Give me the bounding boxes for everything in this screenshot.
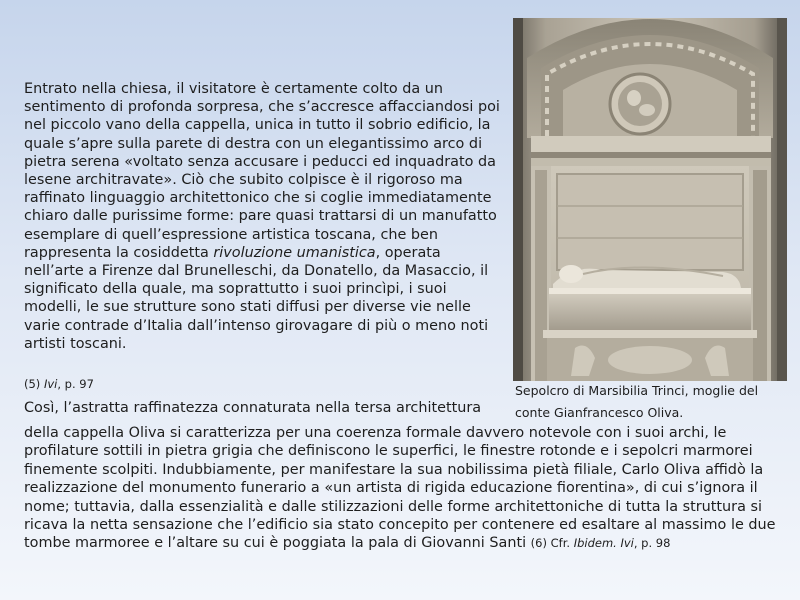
footnote-5-suffix: , p. 97	[57, 377, 94, 391]
footnote-5-prefix: (5)	[24, 377, 44, 391]
footnote-6-prefix: (6) Cfr.	[530, 536, 574, 551]
footnote-5-italic: Ivi	[43, 377, 58, 391]
footnote-6	[531, 536, 671, 550]
marble-tomb-photo-icon	[513, 18, 787, 381]
paragraph-2-text: della cappella Oliva si caratterizza per una coerenza formale davvero notevole con i suoi archi, le profilature sottili in pietra grigia che definiscono le superfici, le finestre rotonde e i sepolcri marmorei finemente scolpiti. Indubbiamente, per manifestare la sua nobilissima pietà filiale, Carlo Oliva affidò la realizzazione del monumento funerario a «un artista di rigida educazione fiorentina», di cui s’ignora il nome; tuttavia, dalla essenzialità e dalle stilizzazioni delle forme architettoniche di tutta la struttura si ricava la netta sensazione che l’edificio sia stato concepito per contenere ed esaltare al massimo le due tombe marmoree e l’altare su cui è poggiata la pala di Giovanni Santi	[24, 425, 776, 552]
figure-caption	[515, 380, 790, 424]
paragraph-1-text-b: , operata nell’arte a Firenze dal Brunelleschi, da Donatello, da Masaccio, il significato della quale, ma soprattutto i suoi princìpi, i suoi modelli, le sue strutture sono stati diffusi per diverse vie nelle varie contrade d’Italia dall’intenso girovagare di più o meno noti artisti toscani.	[24, 244, 489, 352]
caption-line-1: Sepolcro di Marsibilia Trinci, moglie del	[515, 383, 759, 398]
caption-line-2: conte Gianfrancesco Oliva.	[515, 405, 684, 420]
paragraph-1-italic: rivoluzione umanistica	[213, 244, 376, 261]
footnote-5	[24, 377, 94, 391]
paragraph-1-text-a: Entrato nella chiesa, il visitatore è certamente colto da un sentimento di profonda sorpresa, che s’accresce affacciandosi poi nel piccolo vano della cappella, unica in tutto il sobrio edificio, la quale s’apre sulla parete di destra con un elegantissimo arco di pietra serena «voltato senza accusare i peducci ed inquadrato da lesene architravate». Ciò che subito colpisce è il rigoroso ma raffinato linguaggio architettonico che si coglie immediatamente chiaro dalle purissime forme: pare quasi trattarsi di un manufatto esemplare di quell’espressione artistica toscana, che ben rappresenta la cosiddetta	[24, 81, 500, 261]
paragraph-2	[24, 424, 786, 553]
paragraph-1	[24, 80, 504, 353]
footnote-6-italic: Ibidem. Ivi	[573, 536, 634, 551]
tomb-photo	[513, 18, 787, 381]
footnote-6-suffix: , p. 98	[633, 536, 671, 551]
paragraph-2-first-line: Così, l’astratta raffinatezza connaturata nella tersa architettura	[24, 400, 482, 416]
